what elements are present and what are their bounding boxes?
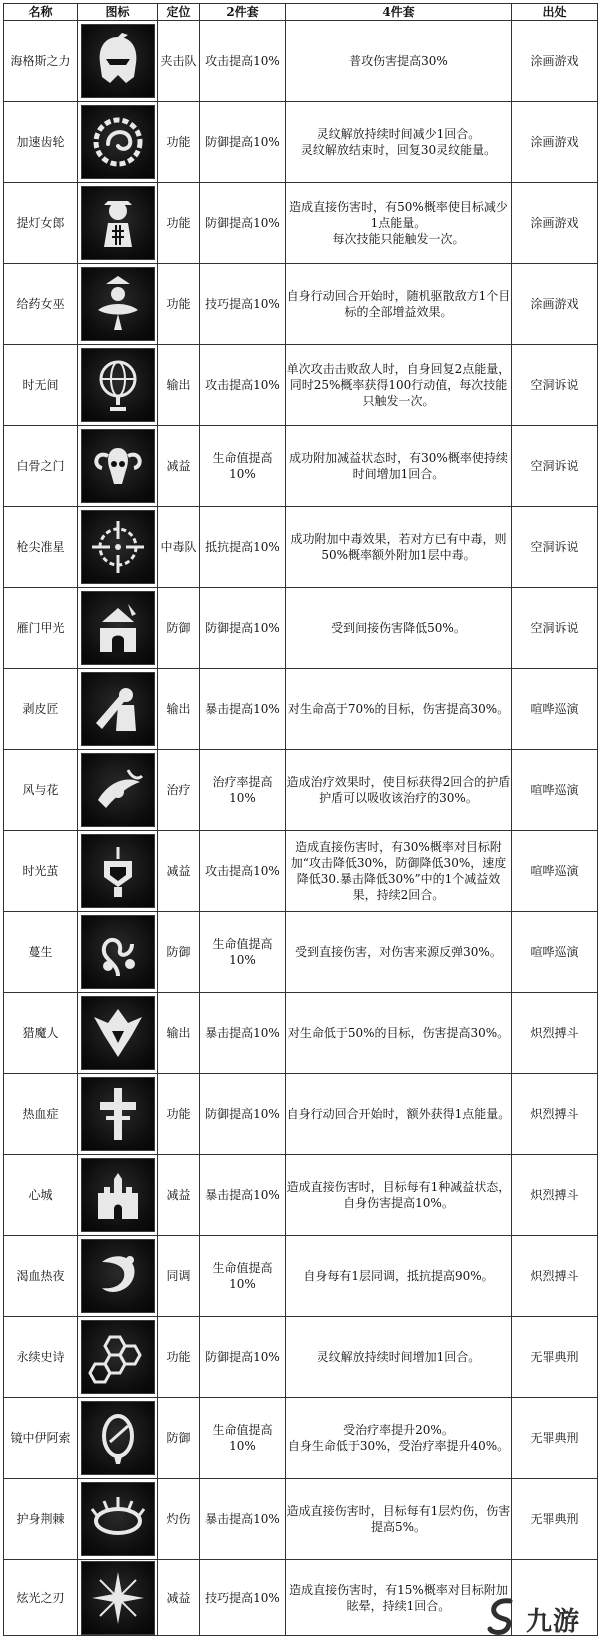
set-role: 功能 xyxy=(158,183,200,264)
set-role: 防御 xyxy=(158,912,200,993)
set-four-piece: 造成直接伤害时，目标每有1种减益状态，自身伤害提高10%。 xyxy=(286,1155,512,1236)
set-source: 炽烈搏斗 xyxy=(512,1155,598,1236)
set-source: 喧哗巡演 xyxy=(512,669,598,750)
set-four-piece: 成功附加中毒效果，若对方已有中毒，则50%概率额外附加1层中毒。 xyxy=(286,507,512,588)
table-row xyxy=(4,912,598,993)
set-name: 枪尖准星 xyxy=(4,507,78,588)
wind-flower-icon xyxy=(81,753,155,827)
set-icon-cell xyxy=(78,750,158,831)
hexagon-cells-icon xyxy=(81,1320,155,1394)
set-name: 提灯女郎 xyxy=(4,183,78,264)
set-four-piece: 受到间接伤害降低50%。 xyxy=(286,588,512,669)
set-two-piece: 防御提高10% xyxy=(200,588,286,669)
set-name: 风与花 xyxy=(4,750,78,831)
set-role: 功能 xyxy=(158,102,200,183)
table-row xyxy=(4,993,598,1074)
set-two-piece: 技巧提高10% xyxy=(200,264,286,345)
watermark xyxy=(482,1595,590,1639)
set-icon-cell xyxy=(78,345,158,426)
header-two-piece: 2件套 xyxy=(200,4,286,21)
set-four-piece: 普攻伤害提高30% xyxy=(286,21,512,102)
set-two-piece: 暴击提高10% xyxy=(200,669,286,750)
set-icon-cell xyxy=(78,1398,158,1479)
set-source: 喧哗巡演 xyxy=(512,912,598,993)
table-row xyxy=(4,264,598,345)
set-two-piece: 生命值提高10% xyxy=(200,1398,286,1479)
table-row xyxy=(4,183,598,264)
set-source: 空洞诉说 xyxy=(512,507,598,588)
set-two-piece: 暴击提高10% xyxy=(200,1479,286,1560)
table-row xyxy=(4,507,598,588)
set-source: 无罪典刑 xyxy=(512,1479,598,1560)
set-four-piece: 对生命低于50%的目标，伤害提高30%。 xyxy=(286,993,512,1074)
set-icon-cell xyxy=(78,507,158,588)
set-icon-cell xyxy=(78,102,158,183)
set-source: 涂画游戏 xyxy=(512,264,598,345)
set-icon-cell xyxy=(78,183,158,264)
table-row xyxy=(4,831,598,912)
castle-icon xyxy=(81,1158,155,1232)
set-four-piece: 造成直接伤害时，有15%概率对目标附加眩晕，持续1回合。 xyxy=(286,1560,512,1636)
set-source: 涂画游戏 xyxy=(512,102,598,183)
set-four-piece: 造成治疗效果时，使目标获得2回合的护盾 护盾可以吸收该治疗的30%。 xyxy=(286,750,512,831)
set-four-piece: 成功附加减益状态时，有30%概率使持续时间增加1回合。 xyxy=(286,426,512,507)
equipment-set-table xyxy=(3,3,598,1636)
helmet-icon xyxy=(81,24,155,98)
set-role: 减益 xyxy=(158,1560,200,1636)
set-icon-cell xyxy=(78,993,158,1074)
set-role: 功能 xyxy=(158,1074,200,1155)
dazzle-blade-icon xyxy=(81,1561,155,1635)
table-row xyxy=(4,1398,598,1479)
set-two-piece: 生命值提高10% xyxy=(200,426,286,507)
set-four-piece: 受到直接伤害，对伤害来源反弹30%。 xyxy=(286,912,512,993)
table-row xyxy=(4,21,598,102)
hourglass-globe-icon xyxy=(81,348,155,422)
set-four-piece: 造成直接伤害时，目标每有1层灼伤，伤害提高5%。 xyxy=(286,1479,512,1560)
set-source: 炽烈搏斗 xyxy=(512,1236,598,1317)
set-two-piece: 技巧提高10% xyxy=(200,1560,286,1636)
table-row xyxy=(4,1317,598,1398)
set-four-piece: 单次攻击击败敌人时，自身回复2点能量，同时25%概率获得100行动值，每次技能只触发一次。 xyxy=(286,345,512,426)
set-two-piece: 攻击提高10% xyxy=(200,345,286,426)
vine-icon xyxy=(81,915,155,989)
set-icon-cell xyxy=(78,1074,158,1155)
set-role: 功能 xyxy=(158,1317,200,1398)
set-icon-cell xyxy=(78,264,158,345)
set-role: 输出 xyxy=(158,669,200,750)
set-icon-cell xyxy=(78,426,158,507)
set-name: 猎魔人 xyxy=(4,993,78,1074)
header-name: 名称 xyxy=(4,4,78,21)
set-four-piece: 自身行动回合开始时，随机驱散敌方1个目标的全部增益效果。 xyxy=(286,264,512,345)
blood-night-icon xyxy=(81,1239,155,1313)
set-icon-cell xyxy=(78,1317,158,1398)
set-name: 镜中伊阿索 xyxy=(4,1398,78,1479)
crosshair-icon xyxy=(81,510,155,584)
set-source: 炽烈搏斗 xyxy=(512,993,598,1074)
set-name: 热血症 xyxy=(4,1074,78,1155)
set-two-piece: 抵抗提高10% xyxy=(200,507,286,588)
set-four-piece: 灵纹解放持续时间增加1回合。 xyxy=(286,1317,512,1398)
set-role: 夹击队 xyxy=(158,21,200,102)
set-two-piece: 暴击提高10% xyxy=(200,993,286,1074)
set-source: 无罪典刑 xyxy=(512,1398,598,1479)
set-source: 喧哗巡演 xyxy=(512,750,598,831)
set-icon-cell xyxy=(78,669,158,750)
set-role: 减益 xyxy=(158,426,200,507)
set-name: 加速齿轮 xyxy=(4,102,78,183)
set-two-piece: 生命值提高10% xyxy=(200,1236,286,1317)
set-two-piece: 防御提高10% xyxy=(200,1074,286,1155)
set-four-piece: 对生命高于70%的目标，伤害提高30%。 xyxy=(286,669,512,750)
set-two-piece: 暴击提高10% xyxy=(200,1155,286,1236)
set-role: 灼伤 xyxy=(158,1479,200,1560)
set-role: 输出 xyxy=(158,993,200,1074)
set-four-piece: 造成直接伤害时，有50%概率使目标减少1点能量。 每次技能只能触发一次。 xyxy=(286,183,512,264)
set-icon-cell xyxy=(78,1560,158,1636)
table-row xyxy=(4,1155,598,1236)
set-four-piece: 自身行动回合开始时，额外获得1点能量。 xyxy=(286,1074,512,1155)
mirror-icon xyxy=(81,1401,155,1475)
set-two-piece: 治疗率提高10% xyxy=(200,750,286,831)
watermark-text: 九游 xyxy=(526,1607,581,1637)
butcher-knife-icon xyxy=(81,672,155,746)
set-source: 涂画游戏 xyxy=(512,21,598,102)
set-two-piece: 攻击提高10% xyxy=(200,831,286,912)
set-name: 蔓生 xyxy=(4,912,78,993)
set-source: 空洞诉说 xyxy=(512,426,598,507)
set-role: 治疗 xyxy=(158,750,200,831)
set-icon-cell xyxy=(78,831,158,912)
table-row xyxy=(4,345,598,426)
city-gate-icon xyxy=(81,591,155,665)
set-source: 空洞诉说 xyxy=(512,588,598,669)
set-icon-cell xyxy=(78,1236,158,1317)
set-four-piece: 造成直接伤害时，有30%概率对目标附加“攻击降低30%，防御降低30%，速度降低30.暴击降低30%”中的1个减益效果，持续2回合。 xyxy=(286,831,512,912)
set-role: 功能 xyxy=(158,264,200,345)
set-two-piece: 生命值提高10% xyxy=(200,912,286,993)
set-role: 减益 xyxy=(158,1155,200,1236)
set-role: 中毒队 xyxy=(158,507,200,588)
set-role: 同调 xyxy=(158,1236,200,1317)
set-name: 剥皮匠 xyxy=(4,669,78,750)
header-role: 定位 xyxy=(158,4,200,21)
set-four-piece: 自身每有1层同调，抵抗提高90%。 xyxy=(286,1236,512,1317)
witch-potion-icon xyxy=(81,267,155,341)
time-cocoon-icon xyxy=(81,834,155,908)
set-icon-cell xyxy=(78,1155,158,1236)
set-two-piece: 攻击提高10% xyxy=(200,21,286,102)
set-name: 护身荆棘 xyxy=(4,1479,78,1560)
table-row xyxy=(4,1074,598,1155)
set-icon-cell xyxy=(78,1479,158,1560)
gear-swirl-icon xyxy=(81,105,155,179)
set-source: 空洞诉说 xyxy=(512,345,598,426)
demon-hunter-icon xyxy=(81,996,155,1070)
set-two-piece: 防御提高10% xyxy=(200,102,286,183)
set-role: 防御 xyxy=(158,588,200,669)
ram-skull-icon xyxy=(81,429,155,503)
set-source: 喧哗巡演 xyxy=(512,831,598,912)
set-name: 时无间 xyxy=(4,345,78,426)
set-source: 炽烈搏斗 xyxy=(512,1074,598,1155)
set-two-piece: 防御提高10% xyxy=(200,1317,286,1398)
lantern-girl-icon xyxy=(81,186,155,260)
table-row xyxy=(4,1479,598,1560)
set-name: 海格斯之力 xyxy=(4,21,78,102)
header-source: 出处 xyxy=(512,4,598,21)
table-row xyxy=(4,102,598,183)
set-source: 无罪典刑 xyxy=(512,1317,598,1398)
table-row xyxy=(4,750,598,831)
set-four-piece: 灵纹解放持续时间减少1回合。 灵纹解放结束时，回复30灵纹能量。 xyxy=(286,102,512,183)
set-name: 炫光之刃 xyxy=(4,1560,78,1636)
set-role: 防御 xyxy=(158,1398,200,1479)
set-four-piece: 受治疗率提升20%。 自身生命低于30%，受治疗率提升40%。 xyxy=(286,1398,512,1479)
set-icon-cell xyxy=(78,912,158,993)
set-name: 永续史诗 xyxy=(4,1317,78,1398)
set-name: 雁门甲光 xyxy=(4,588,78,669)
set-name: 渴血热夜 xyxy=(4,1236,78,1317)
set-name: 白骨之门 xyxy=(4,426,78,507)
table-header-row xyxy=(4,4,598,21)
set-role: 减益 xyxy=(158,831,200,912)
table-row xyxy=(4,426,598,507)
header-icon: 图标 xyxy=(78,4,158,21)
set-name: 心城 xyxy=(4,1155,78,1236)
cross-blade-icon xyxy=(81,1077,155,1151)
set-icon-cell xyxy=(78,21,158,102)
header-four-piece: 4件套 xyxy=(286,4,512,21)
thorn-crown-icon xyxy=(81,1482,155,1556)
table-row xyxy=(4,1236,598,1317)
set-icon-cell xyxy=(78,588,158,669)
table-row xyxy=(4,588,598,669)
table-row xyxy=(4,669,598,750)
set-two-piece: 防御提高10% xyxy=(200,183,286,264)
set-name: 时光茧 xyxy=(4,831,78,912)
set-source: 涂画游戏 xyxy=(512,183,598,264)
jiuyou-logo-icon xyxy=(482,1595,522,1639)
set-name: 给药女巫 xyxy=(4,264,78,345)
set-role: 输出 xyxy=(158,345,200,426)
